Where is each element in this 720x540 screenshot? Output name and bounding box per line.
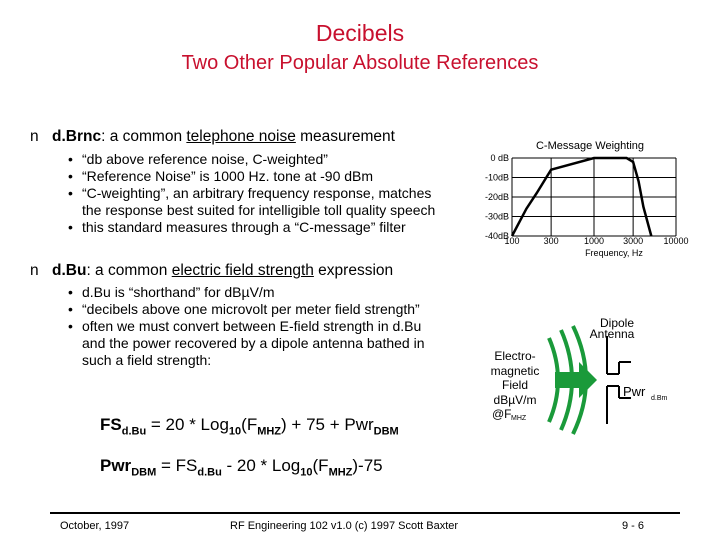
list-item: • “Reference Noise” is 1000 Hz. tone at -90 dBm (68, 168, 374, 184)
footer-date: October, 1997 (60, 520, 130, 532)
term-dbu: d.Bu (52, 262, 87, 279)
x-tick-label: 10000 (663, 236, 689, 246)
list-item: • often we must convert between E-field strength in d.Bu and the power recovered by a dipole antenna bathed in such a field strength: (68, 318, 425, 368)
bullet-marker: n (30, 262, 39, 279)
x-tick-label: 100 (504, 236, 520, 246)
y-tick-label: -30dB (484, 211, 509, 222)
chart-x-axis-label: Frequency, Hz (585, 248, 643, 258)
heading-text: expression (313, 262, 394, 279)
formula-symbol: Pwr (100, 456, 132, 475)
field-label: magnetic (490, 364, 540, 378)
dipole-antenna-icon (607, 336, 631, 424)
list-item-text: “decibels above one microvolt per meter field strength” (82, 301, 420, 317)
field-label: @F (492, 407, 512, 421)
list-item: • “db above reference noise, C-weighted” (68, 151, 328, 167)
heading-text: measurement (295, 128, 395, 145)
arrow-icon (555, 362, 597, 398)
section-dbrnc-heading (30, 128, 395, 146)
formula-pwr-dbm (100, 456, 383, 478)
antenna-label: Antenna (589, 327, 635, 341)
formula-subscript: d.Bu (197, 466, 222, 479)
footer-divider (50, 512, 680, 514)
formula-text: = FS (156, 456, 198, 475)
formula-subscript: d.Bu (121, 425, 147, 438)
list-item-text: “C-weighting”, an arbitrary frequency response, matches the response best suited for intelligible toll quality speech (82, 185, 436, 218)
formula-subscript: MHZ (328, 466, 353, 479)
field-label: dBµV/m (493, 393, 537, 407)
bullet-marker: n (30, 128, 39, 145)
underlined-phrase: telephone noise (186, 128, 296, 145)
power-label-subscript: d.Bm (651, 395, 668, 402)
list-item: • “decibels above one microvolt per meter field strength” (68, 301, 420, 317)
list-item-text: this standard measures through a “C-message” filter (82, 219, 406, 235)
y-tick-label: -20dB (484, 192, 509, 202)
section-dbu-heading (30, 262, 393, 280)
list-item: • d.Bu is “shorthand” for dBµV/m (68, 284, 275, 300)
formula-subscript: DBM (373, 425, 399, 438)
field-label: Field (501, 378, 529, 392)
x-tick-label: 1000 (583, 236, 605, 246)
formula-text: = 20 * Log (146, 415, 229, 434)
list-item-text: often we must convert between E-field strength in d.Bu and the power recovered by a dipole antenna bathed in such a field strength: (82, 318, 425, 368)
formula-symbol: FS (100, 415, 122, 434)
y-tick-label: 0 dB (490, 153, 509, 163)
list-item: • “C-weighting”, an arbitrary frequency response, matches the response best suited for intelligible toll quality speech (68, 185, 436, 218)
heading-text: : a common (101, 128, 187, 145)
formula-subscript: 10 (228, 425, 242, 438)
formula-text: - 20 * Log (221, 456, 301, 475)
formula-text: (F (312, 456, 329, 475)
formula-subscript: DBM (131, 466, 157, 479)
field-label: Electro- (494, 349, 536, 363)
antenna-label: Dipole (599, 316, 635, 330)
dipole-antenna-diagram (475, 300, 715, 440)
y-tick-label: -10dB (484, 172, 509, 183)
c-message-weighting-chart (470, 132, 710, 262)
dbu-list (68, 284, 442, 369)
formula-text: (F (241, 415, 258, 434)
footer-credit: RF Engineering 102 v1.0 (c) 1997 Scott Baxter (230, 520, 459, 532)
list-item-text: d.Bu is “shorthand” for dBµV/m (82, 284, 275, 300)
power-label: Pwr (623, 384, 646, 399)
list-item-text: “db above reference noise, C-weighted” (82, 151, 328, 167)
footer-page-number: 9 - 6 (622, 520, 645, 532)
formula-fs-dbu (100, 415, 399, 437)
formula-subscript: MHZ (257, 425, 282, 438)
dbrnc-list (68, 151, 452, 236)
x-tick-label: 3000 (623, 236, 644, 246)
underlined-phrase: electric field strength (171, 262, 314, 279)
term-dbrnc: d.Brnc (52, 128, 102, 145)
slide-subtitle: Two Other Popular Absolute References (181, 52, 539, 74)
x-tick-label: 300 (543, 236, 559, 246)
heading-text: : a common (86, 262, 172, 279)
formula-text: )-75 (352, 456, 383, 475)
field-label-subscript: MHZ (511, 415, 527, 422)
y-tick-label: -40dB (484, 231, 509, 241)
slide-title: Decibels (315, 20, 405, 46)
formula-text: ) + 75 + Pwr (281, 415, 374, 434)
formula-subscript: 10 (300, 466, 313, 479)
list-item: • this standard measures through a “C-message” filter (68, 219, 406, 235)
list-item-text: “Reference Noise” is 1000 Hz. tone at -90 dBm (82, 168, 374, 184)
chart-title: C-Message Weighting (535, 140, 645, 152)
